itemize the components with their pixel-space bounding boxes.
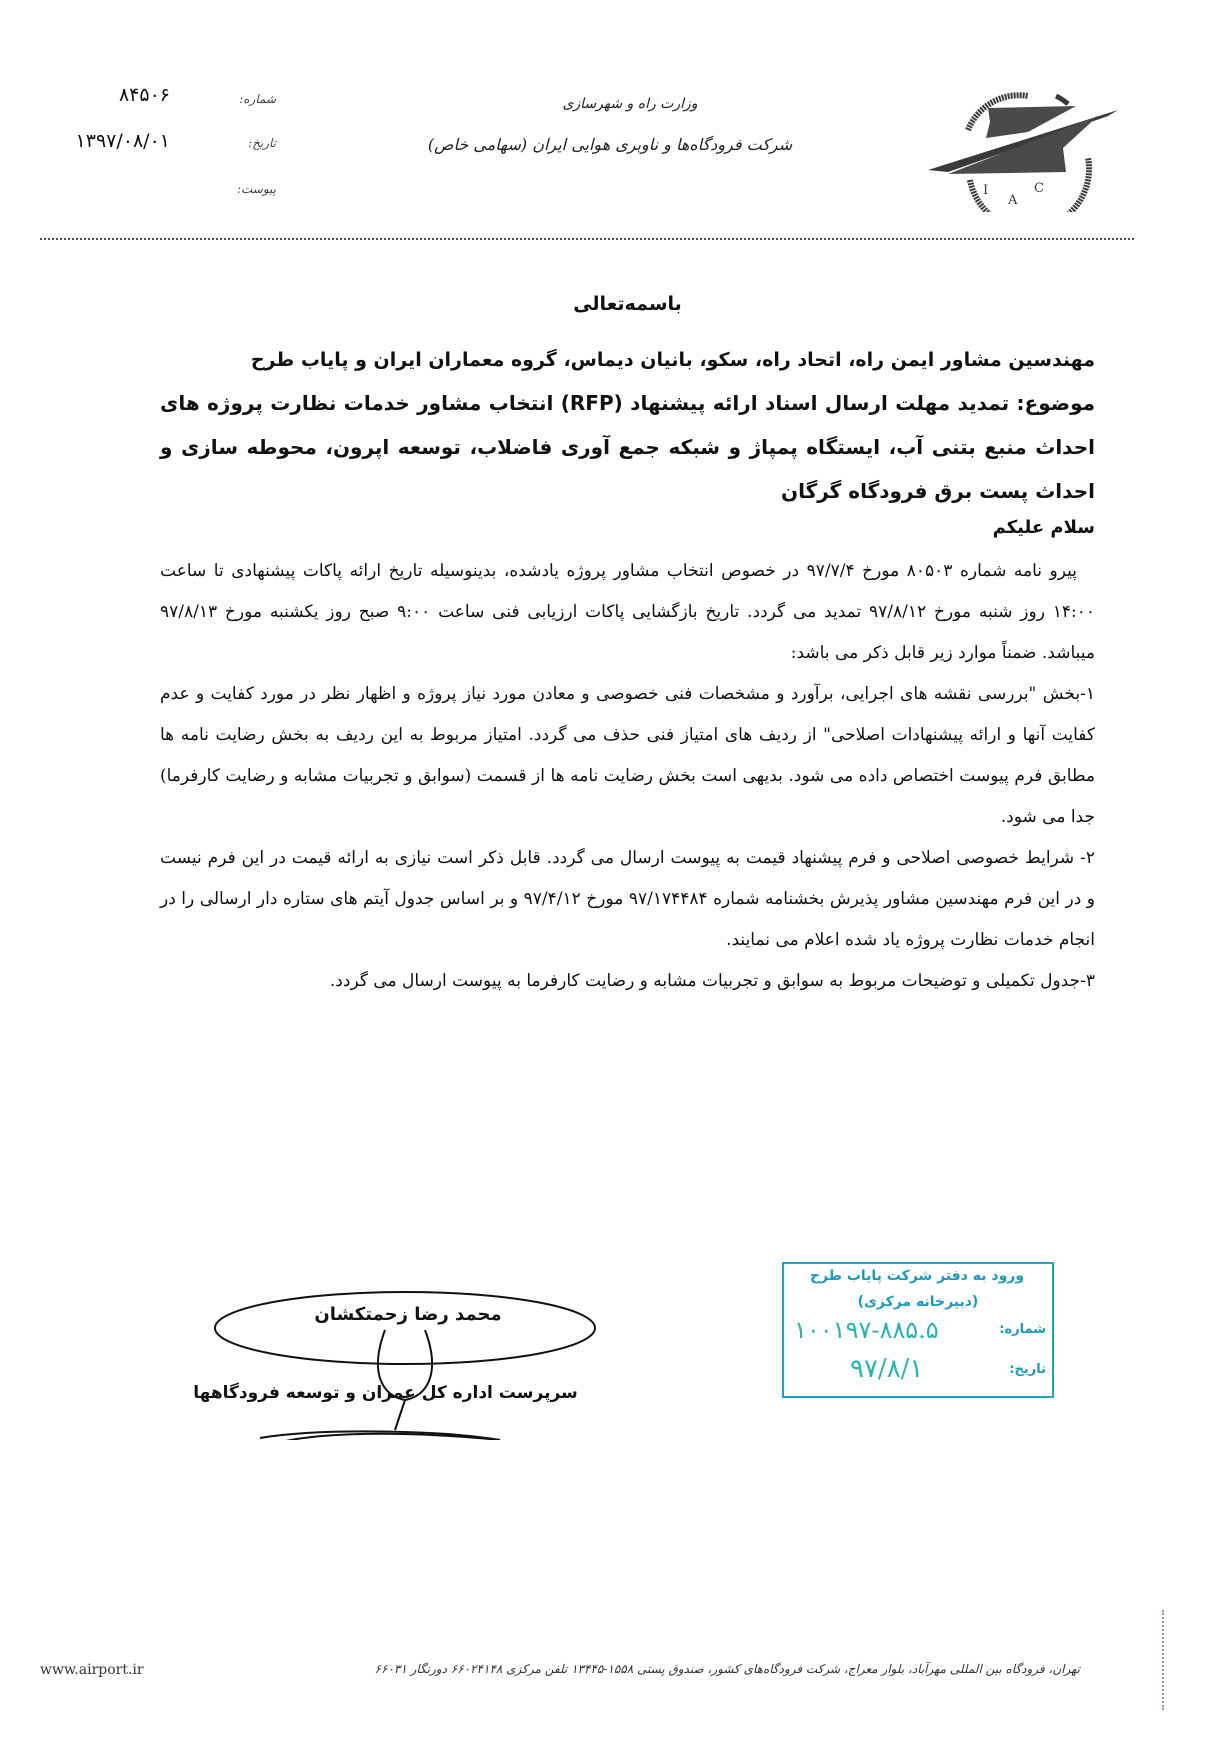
number-label: شماره: <box>239 92 276 106</box>
company-logo <box>928 88 1138 212</box>
paragraph-item-3: ۳-جدول تکمیلی و توضیحات مربوط به سوابق و تجربیات مشابه و رضایت کارفرما به پیوست ارسال می گردد. <box>329 971 1095 991</box>
signatory-title: سرپرست اداره کل عمران و توسعه فرودگاهها <box>193 1383 578 1403</box>
letter-date: ۱۳۹۷/۰۸/۰۱ <box>75 130 170 152</box>
stamp-date-label: تاریخ: <box>1009 1362 1046 1377</box>
company-name: شرکت فرودگاه‌ها و ناوبری هوایی ایران (سهامی خاص) <box>427 135 793 154</box>
logo-letter-i: I <box>983 183 989 198</box>
paragraph-item-2: ۲- شرایط خصوصی اصلاحی و فرم پیشنهاد قیمت به پیوست ارسال می گردد. قابل ذکر است نیازی به ارائه قیمت در این فرم نیست و در این فرم مهندسین مشاور پذیرش بخشنامه شماره ۹۷/۱۷۴۴۸۴ مورخ ۹۷/۴/۱۲ و بر اساس جدول آیتم های ستاره دار ارسالی را در انجام خدمات نظارت پروژه یاد شده اعلام می نمایند. <box>160 848 1095 950</box>
stamp-number-label: شماره: <box>999 1322 1046 1337</box>
greeting: سلام علیکم <box>992 517 1095 538</box>
logo-letter-c: C <box>1034 181 1044 196</box>
footer-address: تهران، فرودگاه بین المللی مهرآباد، بلوار معراج، شرکت فرودگاه‌های کشور، صندوق پستی ۱۵۵۸-۱۳۴۴۵ تلفن مرکزی ۶۶۰۲۴۱۴۸ دورنگار ۶۶۰۳۱ <box>374 1662 1080 1676</box>
ministry-name: وزارت راه و شهرسازی <box>562 96 698 112</box>
date-label: تاریخ: <box>248 136 276 150</box>
invocation: باسمه‌تعالی <box>573 293 682 315</box>
letter-body <box>160 285 1095 1002</box>
scan-margin-mark <box>1162 1610 1164 1710</box>
letter-number: ۸۴۵۰۶ <box>118 84 170 106</box>
subject-line: موضوع: تمدید مهلت ارسال اسناد ارائه پیشنهاد (RFP) انتخاب مشاور خدمات نظارت پروژه های احداث منبع بتنی آب، ایستگاه پمپاژ و شبکه جمع آوری فاضلاب، توسعه اپرون، محوطه سازی و احداث پست برق فرودگاه گرگان <box>160 391 1095 503</box>
stamp-title: ورود به دفتر شرکت پایاب طرح <box>809 1268 1025 1284</box>
paragraph-intro: پیرو نامه شماره ۸۰۵۰۳ مورخ ۹۷/۷/۴ در خصوص انتخاب مشاور پروژه یادشده، بدینوسیله تاریخ ارائه پاکات پیشنهادی تا ساعت ۱۴:۰۰ روز شنبه مورخ ۹۷/۸/۱۲ تمدید می گردد. تاریخ بازگشایی پاکات ارزیابی فنی ساعت ۹:۰۰ صبح روز یکشنبه مورخ ۹۷/۸/۱۳ میباشد. ضمناً موارد زیر قابل ذکر می باشد: <box>160 561 1095 663</box>
logo-ring-right <box>1056 96 1068 104</box>
stamp-date-value: ۹۷/۸/۱ <box>850 1354 924 1384</box>
footer-website-link[interactable]: www.airport.ir <box>40 1662 144 1678</box>
stamp-number-value: ۱۰۰۱۹۷-۸۸۵.۵ <box>794 1316 939 1344</box>
paragraph-item-1: ۱-بخش "بررسی نقشه های اجرایی، برآورد و مشخصات فنی خصوصی و معادن مورد نیاز پروژه و اظهار نظر در مورد کفایت و عدم کفایت آنها و ارائه پیشنهادات اصلاحی" از ردیف های امتیاز فنی حذف می گردد. امتیاز مربوط به این ردیف به بخش رضایت نامه ها مطابق فرم پیوست اختصاص داده می شود. بدیهی است بخش رضایت نامه ها از قسمت (سوابق و تجربیات مشابه و رضایت کارفرما) جدا می شود. <box>160 684 1095 827</box>
stamp-subtitle: (دبیرخانه مرکزی) <box>857 1294 979 1310</box>
attachment-label: پیوست: <box>236 182 276 196</box>
header-divider <box>40 238 1134 240</box>
addressees: مهندسین مشاور ایمن راه، اتحاد راه، سکو، بانیان دیماس، گروه معماران ایران و پایاب طرح <box>250 349 1095 371</box>
signatory-name: محمد رضا زحمتکشان <box>314 1304 502 1325</box>
receipt-stamp <box>782 1262 1054 1398</box>
logo-letter-a: A <box>1008 193 1018 208</box>
